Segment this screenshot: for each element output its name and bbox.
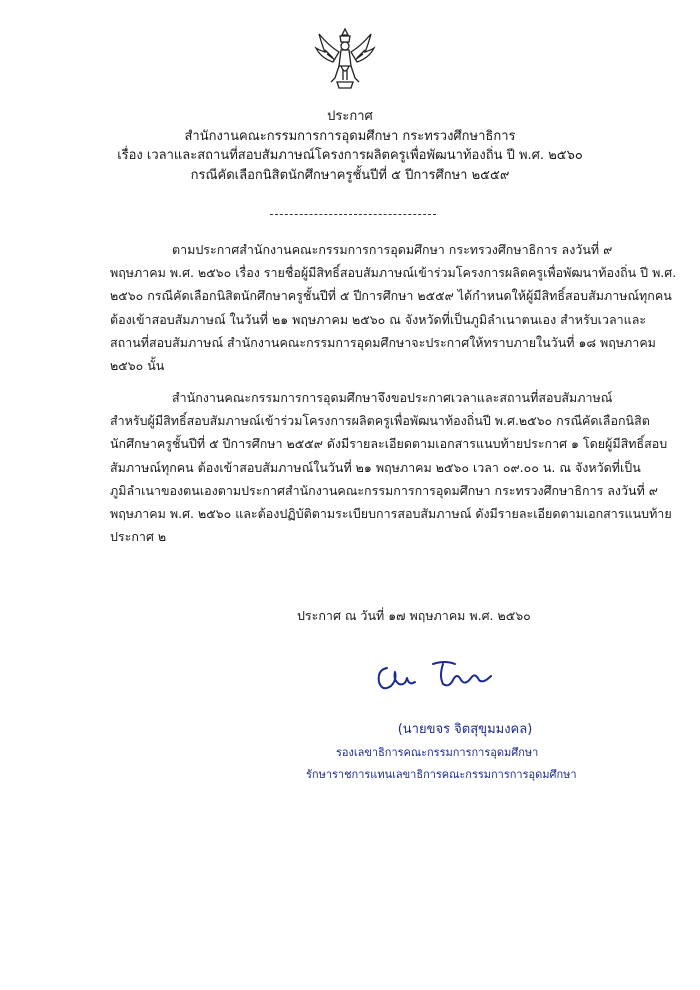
body-paragraph-1 xyxy=(110,238,677,377)
paragraph-line: ตามประกาศสำนักงานคณะกรรมการการอุดมศึกษา กระทรวงศึกษาธิการ ลงวันที่ ๙ xyxy=(172,242,613,257)
paragraph-line: สำหรับผู้มีสิทธิ์สอบสัมภาษณ์เข้าร่วมโครงการผลิตครูเพื่อพัฒนาท้องถิ่นปี พ.ศ.๒๕๖๐ กรณีคัดเลือกนิสิต xyxy=(110,413,650,429)
paragraph-line: สถานที่สอบสัมภาษณ์ สำนักงานคณะกรรมการอุดมศึกษาจะประกาศให้ทราบภายในวันที่ ๑๘ พฤษภาคม xyxy=(110,334,656,350)
body-paragraph-2 xyxy=(110,386,672,548)
document-title: ประกาศ xyxy=(327,109,373,124)
paragraph-line: พฤษภาคม พ.ศ. ๒๕๖๐ และต้องปฏิบัติตามระเบียบการสอบสัมภาษณ์ ดังมีรายละเอียดตามเอกสารแนบท้าย xyxy=(110,506,672,522)
paragraph-line: สำนักงานคณะกรรมการการอุดมศึกษาจึงขอประกาศเวลาและสถานที่สอบสัมภาษณ์ xyxy=(172,390,613,405)
paragraph-line: ภูมิลำเนาของตนเองตามประกาศสำนักงานคณะกรรมการการอุดมศึกษา กระทรวงศึกษาธิการ ลงวันที่ ๙ xyxy=(110,482,658,498)
document-header xyxy=(0,107,700,185)
signer-name: (นายขจร จิตสุขุมมงคล) xyxy=(397,722,533,737)
paragraph-line: ต้องเข้าสอบสัมภาษณ์ ในวันที่ ๒๑ พฤษภาคม ๒๕๖๐ ณ จังหวัดที่เป็นภูมิลำเนาตนเอง สำหรับเวลาและ xyxy=(110,311,647,327)
signer-position: รองเลขาธิการคณะกรรมการการอุดมศึกษา xyxy=(336,746,539,759)
garuda-emblem-icon xyxy=(313,26,377,90)
signer-acting-position: รักษาราชการแทนเลขาธิการคณะกรรมการการอุดมศึกษา xyxy=(306,768,577,781)
paragraph-line: ประกาศ ๒ xyxy=(110,529,167,545)
paragraph-line: สัมภาษณ์ทุกคน ต้องเข้าสอบสัมภาษณ์ในวันที่ ๒๑ พฤษภาคม ๒๕๖๐ เวลา ๐๙.๐๐ น. ณ จังหวัดที่เป็น xyxy=(110,459,641,475)
header-divider xyxy=(270,214,436,215)
announcement-date: ประกาศ ณ วันที่ ๑๗ พฤษภาคม พ.ศ. ๒๕๖๐ xyxy=(297,608,531,623)
document-subject-line2: กรณีคัดเลือกนิสิตนักศึกษาครูชั้นปีที่ ๕ ปีการศึกษา ๒๕๕๙ xyxy=(190,167,510,183)
paragraph-line: ๒๕๖๐ นั้น xyxy=(110,358,165,374)
document-subject: เรื่อง เวลาและสถานที่สอบสัมภาษณ์โครงการผลิตครูเพื่อพัฒนาท้องถิ่น ปี พ.ศ. ๒๕๖๐ xyxy=(117,148,583,163)
paragraph-line: ๒๕๖๐ กรณีคัดเลือกนิสิตนักศึกษาครูชั้นปีที่ ๕ ปีการศึกษา ๒๕๕๙ ได้กำหนดให้ผู้มีสิทธิ์สอบสัมภาษณ์ทุกคน xyxy=(110,288,672,304)
issuing-office: สำนักงานคณะกรรมการการอุดมศึกษา กระทรวงศึกษาธิการ xyxy=(184,128,516,144)
handwritten-signature xyxy=(373,650,503,700)
paragraph-line: นักศึกษาครูชั้นปีที่ ๕ ปีการศึกษา ๒๕๕๙ ดังมีรายละเอียดตามเอกสารแนบท้ายประกาศ ๑ โดยผู้มีสิทธิ์สอบ xyxy=(110,436,668,452)
paragraph-line: พฤษภาคม พ.ศ. ๒๕๖๐ เรื่อง รายชื่อผู้มีสิทธิ์สอบสัมภาษณ์เข้าร่วมโครงการผลิตครูเพื่อพัฒนาท้องถิ่น ปี พ.ศ. xyxy=(110,265,677,281)
